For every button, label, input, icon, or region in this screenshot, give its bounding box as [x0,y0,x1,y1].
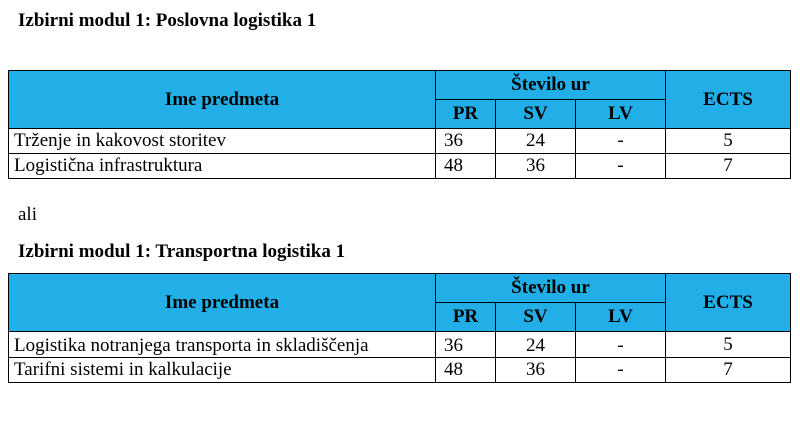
header-name: Ime predmeta [9,274,436,332]
course-ects: 7 [666,154,791,179]
header-lv: LV [576,100,666,129]
header-sv: SV [496,100,576,129]
separator-text: ali [18,204,37,225]
course-name: Logistična infrastruktura [9,154,436,179]
table-row [9,129,791,154]
course-sv: 24 [496,129,576,154]
module2-table [8,273,791,383]
course-ects: 5 [666,129,791,154]
course-sv: 36 [496,154,576,179]
module2-title: Izbirni modul 1: Transportna logistika 1 [18,241,346,262]
table-row [9,154,791,179]
header-hours: Število ur [436,274,666,303]
module1-title: Izbirni modul 1: Poslovna logistika 1 [18,10,317,31]
course-sv: 36 [496,358,576,383]
header-ects: ECTS [666,274,791,332]
header-ects: ECTS [666,71,791,129]
course-pr: 36 [436,332,496,358]
course-ects: 7 [666,358,791,383]
header-lv: LV [576,303,666,332]
course-pr: 36 [436,129,496,154]
course-ects: 5 [666,332,791,358]
course-sv: 24 [496,332,576,358]
module1-table [8,70,791,179]
header-pr: PR [436,303,496,332]
table-row [9,332,791,358]
course-lv: - [576,154,666,179]
course-lv: - [576,358,666,383]
course-pr: 48 [436,358,496,383]
course-name: Logistika notranjega transporta in skladiščenja [9,332,436,358]
header-hours: Število ur [436,71,666,100]
header-name: Ime predmeta [9,71,436,129]
course-lv: - [576,332,666,358]
header-pr: PR [436,100,496,129]
course-name: Trženje in kakovost storitev [9,129,436,154]
header-sv: SV [496,303,576,332]
course-name: Tarifni sistemi in kalkulacije [9,358,436,383]
table-row [9,358,791,383]
course-pr: 48 [436,154,496,179]
course-lv: - [576,129,666,154]
